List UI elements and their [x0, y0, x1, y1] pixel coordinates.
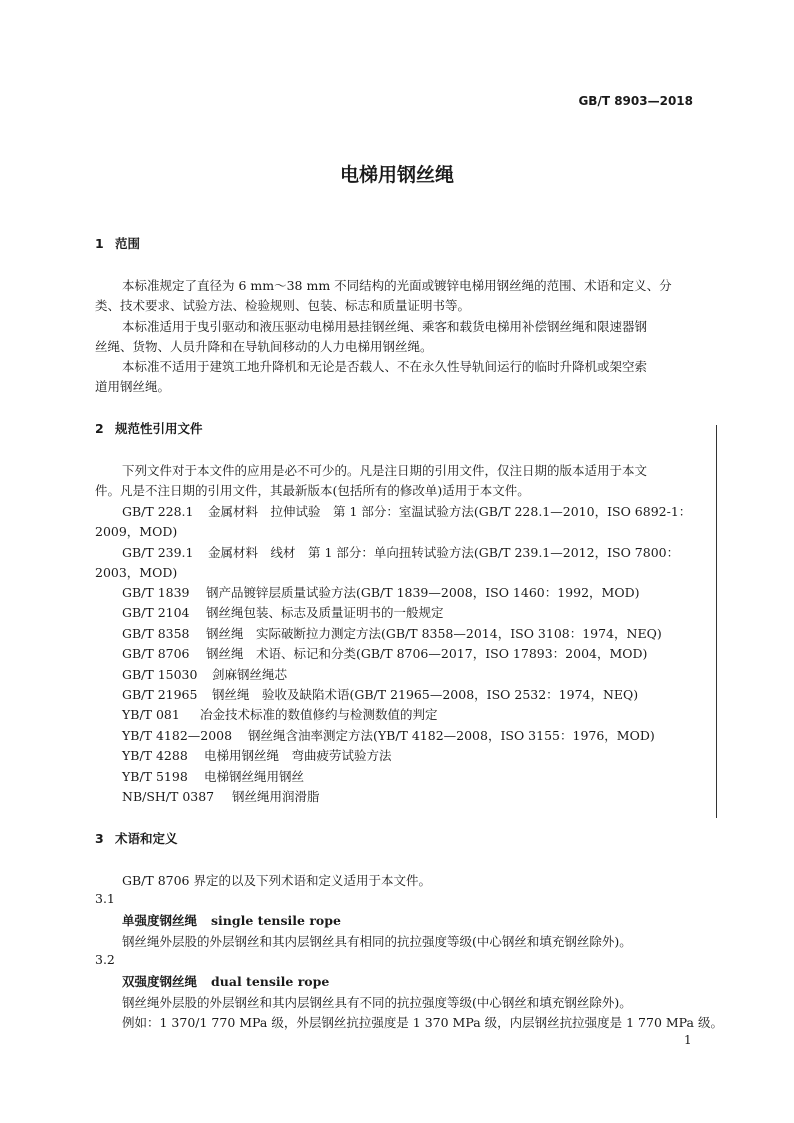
reference-title: 钢丝绳 术语、标记和分类(GB/T 8706—2017，ISO 17893：2004，MOD)	[206, 646, 648, 661]
reference-title: 钢丝绳 验收及缺陷术语(GB/T 21965—2008，ISO 2532：1974，NEQ)	[212, 687, 639, 702]
reference-item	[122, 726, 655, 744]
section-title: 规范性引用文件	[115, 421, 203, 436]
reference-code: GB/T 239.1	[122, 545, 194, 560]
reference-code: GB/T 8706	[122, 646, 190, 661]
reference-item	[122, 705, 438, 723]
reference-title: 钢丝绳用润滑脂	[232, 789, 320, 804]
reference-code: YB/T 5198	[122, 769, 188, 784]
scope-paragraph-2-line-1: 本标准适用于曳引驱动和液压驱动电梯用悬挂钢丝绳、乘客和载货电梯用补偿钢丝绳和限速器钢	[122, 319, 648, 334]
scope-paragraph-3-line-1: 本标准不适用于建筑工地升降机和无论是否载人、不在永久性导轨间运行的临时升降机或架空索	[122, 359, 648, 374]
reference-code: GB/T 8358	[122, 626, 190, 641]
section-title: 术语和定义	[115, 831, 178, 846]
reference-code: YB/T 4288	[122, 748, 188, 763]
reference-title: 剑麻钢丝绳芯	[212, 667, 288, 682]
reference-title: 冶金技术标准的数值修约与检测数值的判定	[200, 707, 438, 722]
reference-continuation: 2009，MOD)	[95, 524, 178, 539]
document-title: 电梯用钢丝绳	[339, 164, 454, 186]
scope-paragraph-3-line-2: 道用钢丝绳。	[95, 379, 171, 394]
reference-code: YB/T 4182—2008	[122, 728, 233, 743]
reference-item	[122, 665, 287, 683]
reference-code: GB/T 2104	[122, 605, 190, 620]
reference-item	[122, 624, 662, 642]
margin-rule	[716, 425, 717, 818]
section-1-heading	[95, 234, 140, 252]
reference-item	[122, 685, 638, 703]
normative-intro-line-1: 下列文件对于本文件的应用是必不可少的。凡是注日期的引用文件，仅注日期的版本适用于本文	[122, 463, 648, 478]
normative-intro-line-2: 件。凡是不注日期的引用文件，其最新版本(包括所有的修改单)适用于本文件。	[95, 483, 530, 498]
scope-paragraph-1-line-1: 本标准规定了直径为 6 mm～38 mm 不同结构的光面或镀锌电梯用钢丝绳的范围、术语和定义、分	[122, 278, 672, 293]
reference-item	[122, 644, 647, 662]
reference-item	[122, 583, 640, 601]
term-number: 3.2	[95, 952, 115, 967]
term-en: single tensile rope	[211, 913, 341, 928]
reference-continuation: 2003，MOD)	[95, 565, 178, 580]
term-heading	[122, 972, 329, 990]
reference-item	[122, 603, 444, 621]
scope-paragraph-1-line-2: 类、技术要求、试验方法、检验规则、包装、标志和质量证明书等。	[95, 298, 471, 313]
reference-title: 电梯钢丝绳用钢丝	[204, 769, 305, 784]
term-number: 3.1	[95, 891, 115, 906]
reference-title: 金属材料 线材 第 1 部分：单向扭转试验方法(GB/T 239.1—2012，ISO 7800：	[208, 545, 680, 560]
section-number: 3	[95, 831, 104, 846]
scope-paragraph-2-line-2: 丝绳、货物、人员升降和在导轨间移动的人力电梯用钢丝绳。	[95, 339, 433, 354]
standard-number: GB/T 8903—2018	[578, 94, 693, 108]
term-zh: 双强度钢丝绳	[122, 974, 198, 989]
reference-title: 钢丝绳 实际破断拉力测定方法(GB/T 8358—2014，ISO 3108：1974，NEQ)	[206, 626, 662, 641]
term-example: 例如：1 370/1 770 MPa 级，外层钢丝抗拉强度是 1 370 MPa 级，内层钢丝抗拉强度是 1 770 MPa 级。	[122, 1015, 723, 1030]
reference-code: GB/T 228.1	[122, 504, 194, 519]
reference-item	[122, 746, 392, 764]
term-en: dual tensile rope	[211, 974, 330, 989]
reference-item	[122, 767, 304, 785]
reference-title: 钢丝绳含油率测定方法(YB/T 4182—2008，ISO 3155：1976，MOD)	[248, 728, 655, 743]
reference-item	[122, 502, 691, 520]
page-number: 1	[684, 1033, 692, 1047]
reference-title: 钢产品镀锌层质量试验方法(GB/T 1839—2008，ISO 1460：1992，MOD)	[206, 585, 640, 600]
term-zh: 单强度钢丝绳	[122, 913, 198, 928]
reference-title: 金属材料 拉伸试验 第 1 部分：室温试验方法(GB/T 228.1—2010，ISO 6892-1：	[208, 504, 692, 519]
terms-intro: GB/T 8706 界定的以及下列术语和定义适用于本文件。	[122, 873, 431, 888]
section-title: 范围	[115, 236, 141, 251]
term-definition: 钢丝绳外层股的外层钢丝和其内层钢丝具有相同的抗拉强度等级(中心钢丝和填充钢丝除外)。	[122, 934, 632, 949]
reference-code: NB/SH/T 0387	[122, 789, 215, 804]
reference-item	[122, 787, 320, 805]
term-heading	[122, 911, 341, 929]
reference-title: 钢丝绳包装、标志及质量证明书的一般规定	[206, 605, 444, 620]
reference-title: 电梯用钢丝绳 弯曲疲劳试验方法	[204, 748, 392, 763]
reference-code: GB/T 1839	[122, 585, 190, 600]
reference-code: GB/T 21965	[122, 687, 198, 702]
reference-code: GB/T 15030	[122, 667, 198, 682]
section-3-heading	[95, 829, 178, 847]
section-number: 2	[95, 421, 104, 436]
reference-code: YB/T 081	[122, 707, 180, 722]
section-number: 1	[95, 236, 104, 251]
term-definition: 钢丝绳外层股的外层钢丝和其内层钢丝具有不同的抗拉强度等级(中心钢丝和填充钢丝除外)。	[122, 995, 632, 1010]
reference-item	[122, 543, 679, 561]
section-2-heading	[95, 419, 203, 437]
